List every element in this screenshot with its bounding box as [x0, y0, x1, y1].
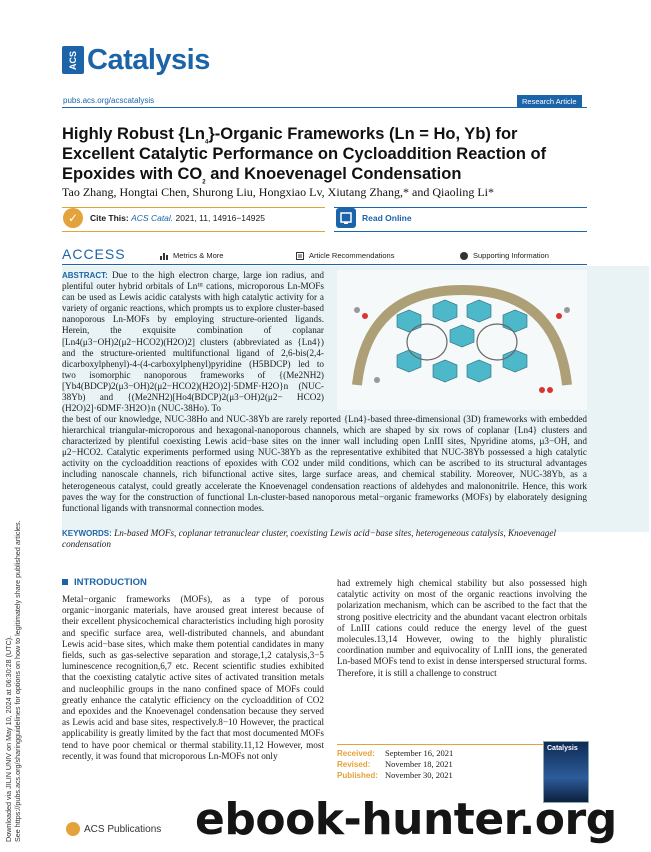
article-title: Highly Robust $\{Ln_4\}$-Organic Frameworks (Ln = Ho, Yb) for Excellent Catalytic Performance on Cycloaddition Reaction of Epoxides with $CO_2$ and Knoevenagel Condensation	[62, 125, 547, 186]
read-online-link[interactable]: Read Online	[362, 213, 412, 223]
abstract-continued: the best of our knowledge, NUC-38Ho and NUC-38Yb are rarely reported {Ln4}-based three-dimensional (3D) frameworks with embedded hierarchical triangular-microporous and hexagonal-nanoporous channels, which are shaped by six rows of coplanar {Ln4} clusters and characterized by plentiful coexisting Lewis acid−base sites on the inner wall including open LnIII sites, Npyridine atoms, μ3−OH, and μ2−HCO2. Catalytic experiments performed using NUC-38Yb as the representative exhibited that NUC-38Yb possessed a high catalytic activity on the cycloaddition reactions of epoxides with CO2 under mild conditions, which can be ascribed to its structural advantages including nanoscale channels, rich bifunctional active sites, large surface areas, and chemical stability. Moreover, NUC-38Yb, as a heterogeneous catalyst, could greatly accelerate the Knoevenagel condensation reactions of aldehydes and malononitrile. Hence, this work paves the way for the construction of functional Ln-cluster-based nanoporous metal−organic frameworks (MOFs) by elaborately designing functional ligands with transnormal connection modes.	[62, 414, 587, 513]
cover-title: Catalysis	[547, 745, 578, 752]
section-square-icon	[62, 579, 68, 585]
article-type-badge: Research Article	[517, 95, 582, 108]
author-list: Tao Zhang, Hongtai Chen, Shurong Liu, Hongxiao Lv, Xiutang Zhang,* and Qiaoling Li*	[62, 185, 494, 199]
acs-circle-icon	[66, 822, 80, 836]
download-notice	[4, 520, 22, 842]
document-icon	[296, 252, 304, 260]
intro-left-column: Metal−organic frameworks (MOFs), as a type of porous organic−inorganic materials, have aroused great interest because of their excellent physicochemical characteristics including high porosity and specific surface area, well-distributed channels, and abundant Lewis acid−base sites, which make them potential candidates in many fields, such as gas-selective separation and storage,1,2 catalysis,3−5 luminescence recognition,6,7 etc. Recent scientific studies exhibited that the coexisting catalytic active sites of activated transition metals and nucleophilic groups in the nano confined space of MOFs could greatly enhance the catalytic efficiency on the cycloaddition of CO2 and epoxides and the Knoevenagel condensation because they served as Lewis acid and base sites, respectively.8−10 However, the practical applicability is greatly limited by the fact that most documented MOFs tend to have poor chemical or thermal stability.11,12 However, most recently, it was found that microporous Ln-MOFs not only	[62, 594, 324, 761]
supporting-info-link[interactable]: Supporting Information	[460, 251, 549, 260]
keywords: KEYWORDS: Ln-based MOFs, coplanar tetranuclear cluster, coexisting Lewis acid−base sites, heterogeneous catalysis, Knoevenagel condensation	[62, 528, 557, 550]
journal-logo[interactable]	[62, 44, 210, 76]
logo-wordmark: Catalysis	[87, 43, 210, 76]
abstract-left: ABSTRACT: Due to the high electron charge, large ion radius, and plentiful outer hybrid orbitals of Lnᴵᴵᴵ cations, microporous Ln-MOFs can be used as Lewis acidic catalysts with high catalytic activity for a variety of organic reactions, which prompts us to explore cluster-based nanoporous Ln-MOFs by employing structure-oriented ligands. Herein, the exquisite combination of coplanar [Ln4(μ3−OH)2(μ2−HCO2)(H2O)2] clusters (abbreviated as {Ln4}) and the structure-oriented multifunctional ligand of 2,6-bis(2,4- dicarboxylphenyl)-4-(4-carboxylphenyl)pyridine (H5BDCP) led to two isomorphic nanoporous frameworks of {(Me2NH2)[Yb4(BDCP)2(μ3−OH)2(μ2−HCO2)(H2O)2]·5DMF·H2O}n (NUC-38Yb) and {(Me2NH2)[Ho4(BDCP)2(μ3−OH)2(μ2− HCO2)(H2O)2]·6DMF·3H2O}n (NUC-38Ho). To	[62, 270, 325, 414]
read-online-icon	[336, 208, 356, 228]
journal-url[interactable]: pubs.acs.org/acscatalysis	[63, 96, 155, 105]
download-notice-line1: Downloaded via JILIN UNIV on May 10, 2024 at 06:30:28 (UTC).	[4, 635, 13, 842]
logo-acs-mark: ACS	[62, 46, 84, 74]
publisher-logo[interactable]: ACS Publications	[66, 822, 161, 836]
intro-right-column: had extremely high chemical stability but also possessed high catalytic activity on most of the organic reactions involving the polarization mechanism, which can be ascribed to the fact that the strong positive electricity and the abundant vacant electron orbitals of LnIII cations could reduce the energy level of the guest molecules.13,14 However, owing to the highly pluralistic coordination number and equivocality of LnIII ions, the generated Ln-based MOFs tend to exist in dense interspersed structural forms. Therefore, it is still a challenge to construct	[337, 578, 587, 678]
header-rule	[62, 107, 587, 108]
check-icon: ✓	[63, 208, 83, 228]
access-label: ACCESS	[62, 246, 126, 262]
intro-heading: INTRODUCTION	[62, 577, 147, 588]
toc-graphic	[337, 270, 587, 410]
bar-chart-icon	[160, 252, 168, 260]
citation[interactable]: Cite This: ACS Catal. 2021, 11, 14916−14925	[90, 213, 265, 223]
article-dates: Received: September 16, 2021 Revised: November 18, 2021 Published: November 30, 2021	[337, 744, 587, 781]
watermark: ebook-hunter.org	[195, 794, 617, 845]
recommendations-link[interactable]: Article Recommendations	[296, 251, 394, 260]
metrics-link[interactable]: Metrics & More	[160, 251, 223, 260]
download-notice-line2: See https://pubs.acs.org/sharingguidelines for options on how to legitimately share published articles.	[13, 520, 22, 842]
si-icon	[460, 252, 468, 260]
access-rule	[62, 264, 587, 265]
